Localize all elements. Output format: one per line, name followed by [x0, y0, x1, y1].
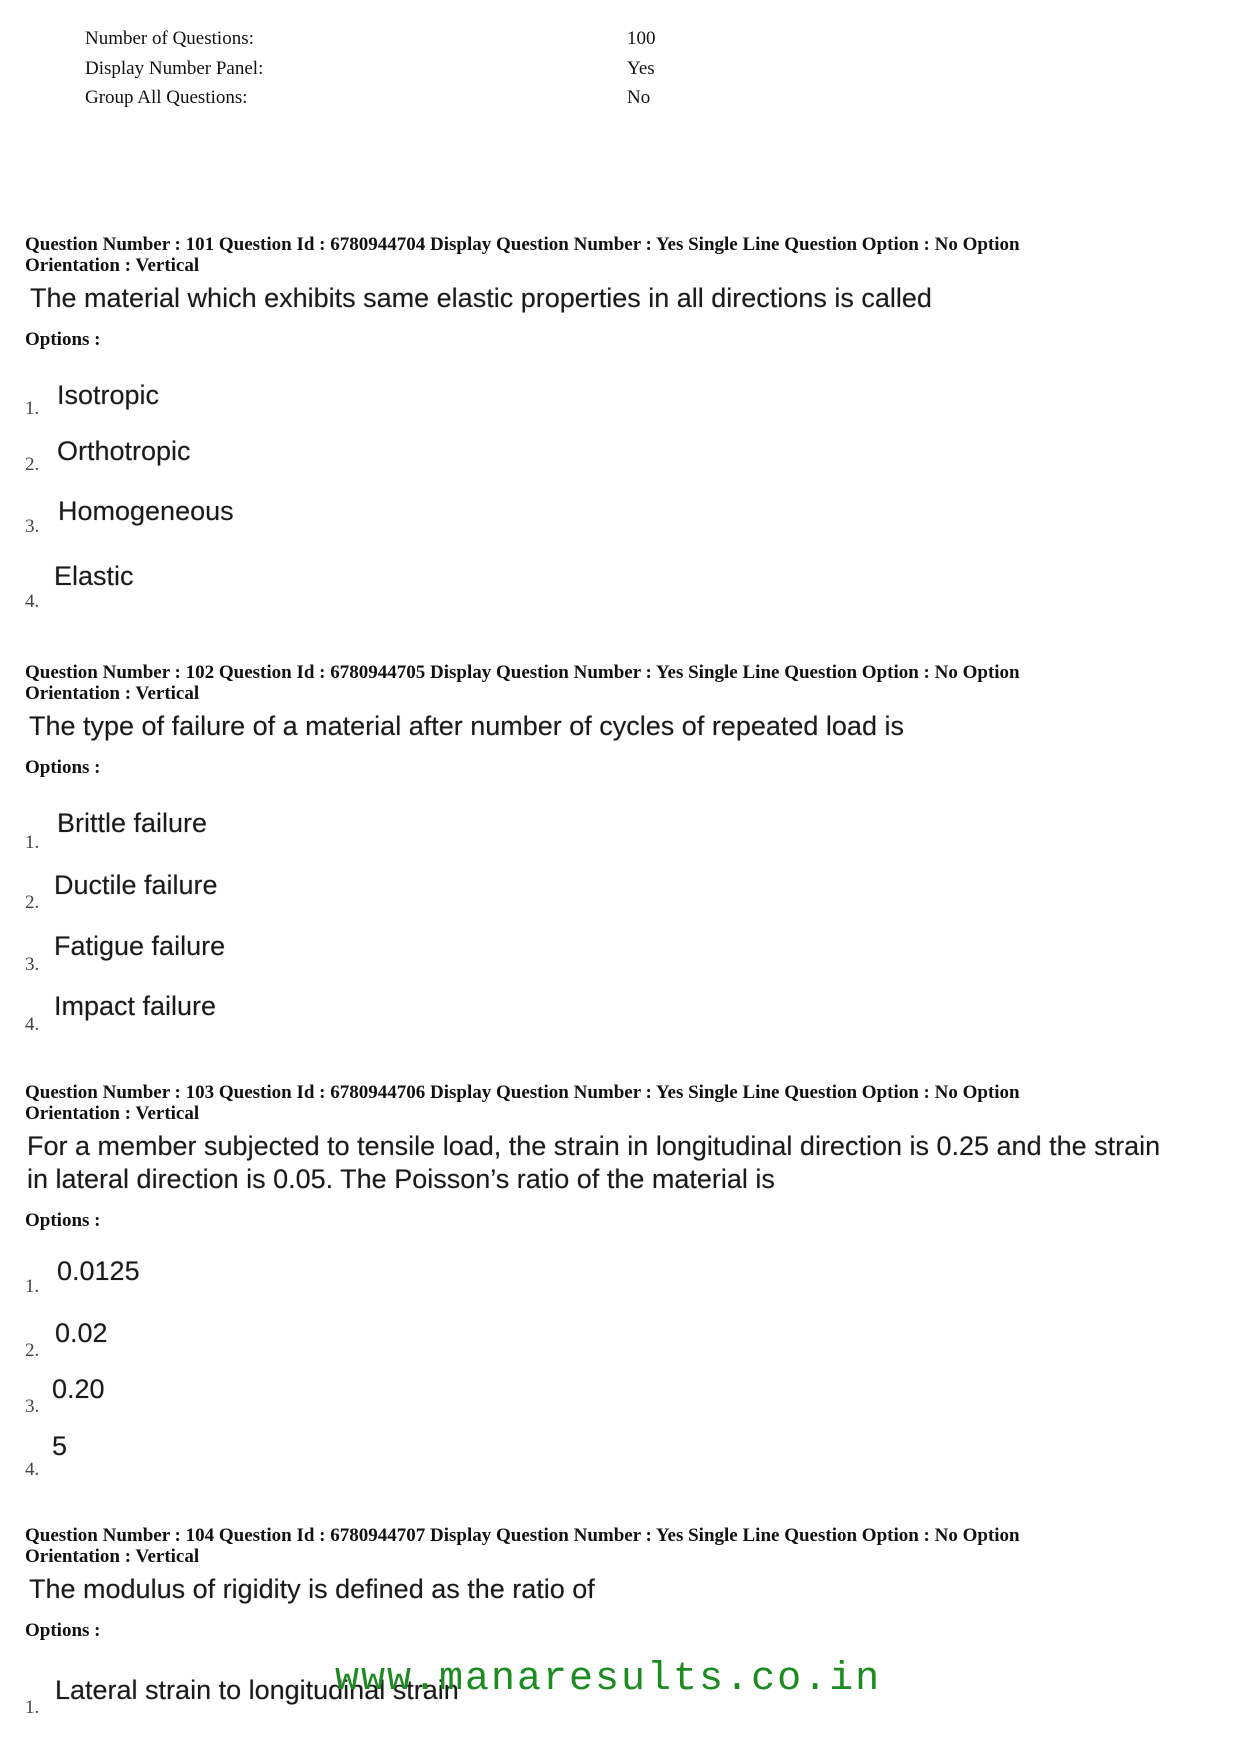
- question-block: [25, 1082, 1215, 1232]
- option-number: 2.: [25, 892, 40, 913]
- option-text: Ductile failure: [54, 870, 218, 900]
- meta-value: Yes: [627, 57, 655, 79]
- question-text-line: For a member subjected to tensile load, the strain in longitudinal direction is 0.25 and the strain: [27, 1131, 1161, 1161]
- exam-meta: [85, 24, 785, 113]
- meta-label: Display Number Panel:: [85, 57, 264, 79]
- option-text: 0.02: [55, 1318, 108, 1348]
- meta-row: [85, 83, 785, 113]
- meta-value: 100: [627, 28, 656, 49]
- question-header: [25, 662, 1215, 704]
- option-text: Orthotropic: [57, 436, 191, 466]
- option-text: 5: [52, 1431, 68, 1461]
- question-text: The type of failure of a material after number of cycles of repeated load is: [29, 711, 904, 741]
- options-label: Options :: [25, 1210, 101, 1231]
- option-text: 0.0125: [57, 1256, 140, 1286]
- question-text-line: in lateral direction is 0.05. The Poisson’s ratio of the material is: [27, 1164, 775, 1194]
- meta-label: Number of Questions:: [85, 28, 254, 49]
- option-number: 4.: [25, 591, 40, 612]
- question-header: [25, 234, 1215, 276]
- options-label: Options :: [25, 757, 101, 778]
- option-number: 4.: [25, 1459, 40, 1480]
- option-text: 0.20: [52, 1374, 105, 1404]
- question-header-line: Question Number : 103 Question Id : 6780944706 Display Question Number : Yes Single Line Question Option : No Option: [25, 1082, 1020, 1103]
- question-text: The modulus of rigidity is defined as the ratio of: [29, 1574, 595, 1604]
- option-text: Elastic: [54, 561, 134, 591]
- option-number: 2.: [25, 1340, 40, 1361]
- option-number: 4.: [25, 1014, 40, 1035]
- meta-row: [85, 24, 785, 54]
- question-header-line: Orientation : Vertical: [25, 1546, 200, 1567]
- options-label: Options :: [25, 1620, 101, 1641]
- option-number: 1.: [25, 1697, 40, 1718]
- question-header-line: Orientation : Vertical: [25, 1103, 200, 1124]
- meta-row: [85, 54, 785, 84]
- question-block: [25, 1525, 1215, 1642]
- option-text: Impact failure: [54, 991, 217, 1021]
- meta-label: Group All Questions:: [85, 87, 248, 108]
- option-text: Homogeneous: [58, 496, 234, 526]
- question-header: [25, 1082, 1215, 1124]
- question-header-line: Question Number : 102 Question Id : 6780944705 Display Question Number : Yes Single Line Question Option : No Option: [25, 662, 1020, 683]
- option-number: 3.: [25, 1396, 40, 1417]
- option-text: Fatigue failure: [54, 931, 226, 961]
- question-text: [27, 1130, 1215, 1196]
- question-text: The material which exhibits same elastic properties in all directions is called: [30, 283, 932, 313]
- question-header-line: Question Number : 104 Question Id : 6780944707 Display Question Number : Yes Single Line Question Option : No Option: [25, 1525, 1020, 1546]
- option-number: 1.: [25, 1276, 40, 1297]
- option-number: 2.: [25, 454, 40, 475]
- option-number: 1.: [25, 832, 40, 853]
- question-header-line: Orientation : Vertical: [25, 255, 200, 276]
- question-block: [25, 662, 1215, 779]
- option-text: Brittle failure: [57, 808, 208, 838]
- question-block: [25, 234, 1215, 351]
- options-label: Options :: [25, 329, 101, 350]
- option-text: Lateral strain to longitudinal strain: [55, 1675, 459, 1705]
- option-number: 3.: [25, 516, 40, 537]
- meta-value: No: [627, 87, 651, 108]
- watermark-text: www.manaresults.co.in: [335, 1657, 882, 1702]
- question-header-line: Question Number : 101 Question Id : 6780944704 Display Question Number : Yes Single Line Question Option : No Option: [25, 234, 1020, 255]
- option-number: 3.: [25, 954, 40, 975]
- question-header-line: Orientation : Vertical: [25, 683, 200, 704]
- question-header: [25, 1525, 1215, 1567]
- option-text: Isotropic: [57, 380, 160, 410]
- option-number: 1.: [25, 398, 40, 419]
